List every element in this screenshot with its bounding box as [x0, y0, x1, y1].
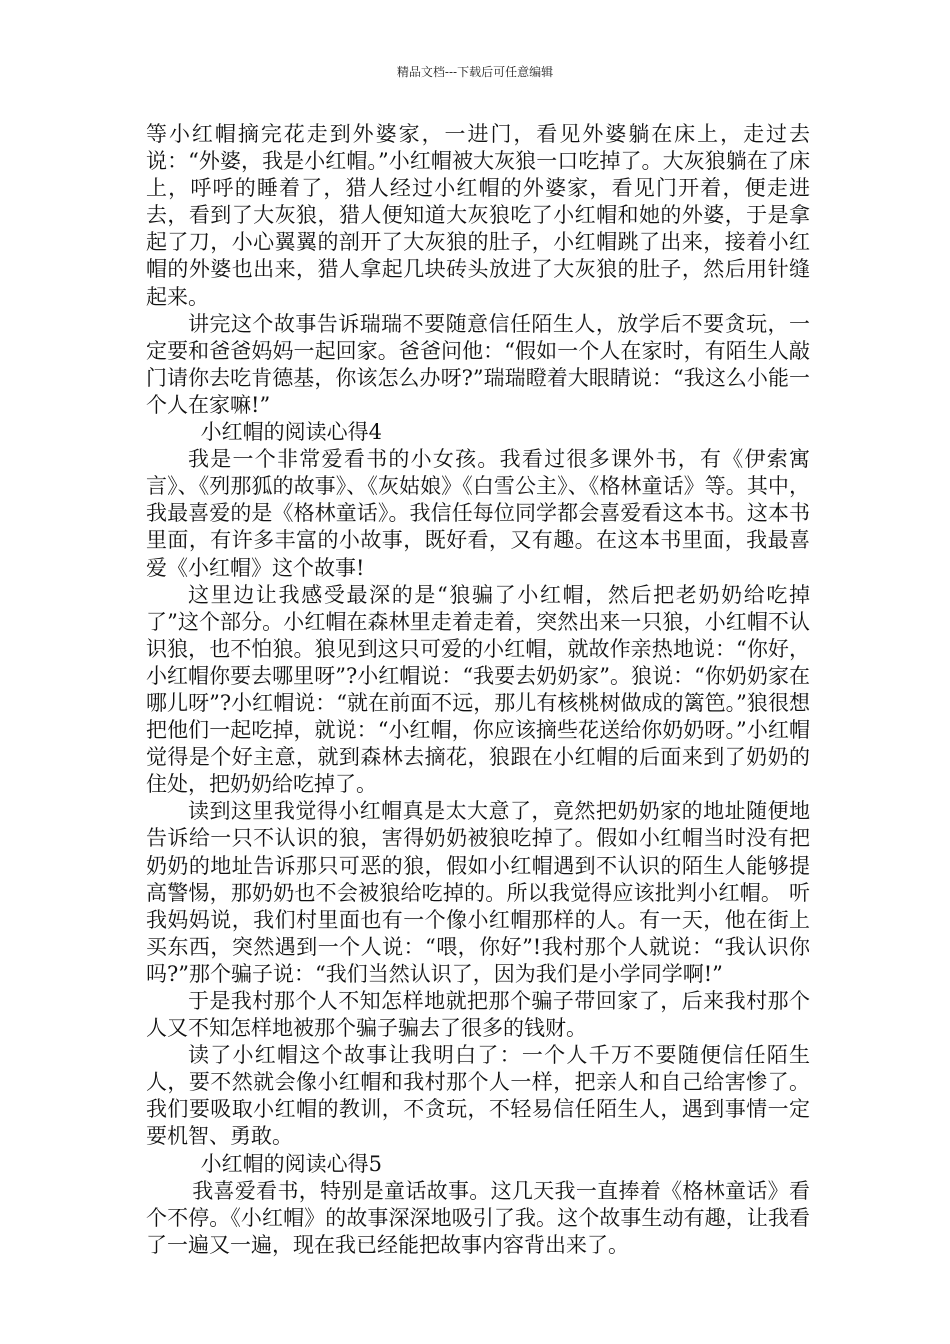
section-heading: 小红帽的阅读心得4 [200, 420, 382, 445]
paragraph: 讲完这个故事告诉瑞瑞不要随意信任陌生人，放学后不要贪玩，一定要和爸爸妈妈一起回家。爸爸问他：“假如一个人在家时，有陌生人敲门请你去吃肯德基，你该怎么办呀?”瑞瑞瞪着大眼睛说：“我这么小能一个人在家嘛!” [146, 311, 810, 417]
paragraph: 读了小红帽这个故事让我明白了：一个人千万不要随便信任陌生人，要不然就会像小红帽和我村那个人一样，把亲人和自己给害惨了。我们要吸取小红帽的教训，不贪玩，不轻易信任陌生人，遇到事情一定要机智、勇敢。 [146, 1043, 810, 1149]
paragraph: 等小红帽摘完花走到外婆家，一进门，看见外婆躺在床上，走过去说：“外婆，我是小红帽。”小红帽被大灰狼一口吃掉了。大灰狼躺在了床上，呼呼的睡着了，猎人经过小红帽的外婆家，看见门开着，便走进去，看到了大灰狼，猎人便知道大灰狼吃了小红帽和她的外婆，于是拿起了刀，小心翼翼的剖开了大灰狼的肚子，小红帽跳了出来，接着小红帽的外婆也出来，猎人拿起几块砖头放进了大灰狼的肚子，然后用针缝起来。 [146, 122, 810, 309]
page-header: 精品文档---下载后可任意编辑 [396, 65, 554, 79]
paragraph: 读到这里我觉得小红帽真是太大意了，竟然把奶奶家的地址随便地告诉给一只不认识的狼，害得奶奶被狼吃掉了。假如小红帽当时没有把奶奶的地址告诉那只可恶的狼，假如小红帽遇到不认识的陌生人能够提高警惕，那奶奶也不会被狼给吃掉的。所以我觉得应该批判小红帽。 听我妈妈说，我们村里面也有一个像小红帽那样的人。有一天，他在街上买东西，突然遇到一个人说：“喂，你好”!我村那个人就说：“我认识你吗?”那个骗子说：“我们当然认识了，因为我们是小学同学啊!” [146, 799, 810, 986]
paragraph: 我喜爱看书，特别是童话故事。这几天我一直捧着《格林童话》看个不停。《小红帽》的故事深深地吸引了我。这个故事生动有趣，让我看了一遍又一遍，现在我已经能把故事内容背出来了。 [146, 1178, 810, 1257]
paragraph: 我是一个非常爱看书的小女孩。我看过很多课外书，有《伊索寓言》、《列那狐的故事》、《灰姑娘》《白雪公主》、《格林童话》等。其中，我最喜爱的是《格林童话》。我信任每位同学都会喜爱看这本书。这本书里面，有许多丰富的小故事，既好看，又有趣。在这本书里面，我最喜爱《小红帽》这个故事! [146, 447, 810, 580]
document-body [146, 121, 810, 1259]
paragraph: 这里边让我感受最深的是“狼骗了小红帽，然后把老奶奶给吃掉了”这个部分。小红帽在森林里走着走着，突然出来一只狼，小红帽不认识狼，也不怕狼。狼见到这只可爱的小红帽，就故作亲热地说：“你好，小红帽你要去哪里呀”?小红帽说：“我要去奶奶家”。狼说：“你奶奶家在哪儿呀”?小红帽说：“就在前面不远，那儿有核桃树做成的篱笆。”狼很想把他们一起吃掉，就说：“小红帽，你应该摘些花送给你奶奶呀。”小红帽觉得是个好主意，就到森林去摘花，狼跟在小红帽的后面来到了奶奶的住处，把奶奶给吃掉了。 [146, 582, 810, 797]
section-heading: 小红帽的阅读心得5 [200, 1151, 382, 1176]
paragraph: 于是我村那个人不知怎样地就把那个骗子带回家了，后来我村那个人又不知怎样地被那个骗子骗去了很多的钱财。 [146, 989, 810, 1041]
